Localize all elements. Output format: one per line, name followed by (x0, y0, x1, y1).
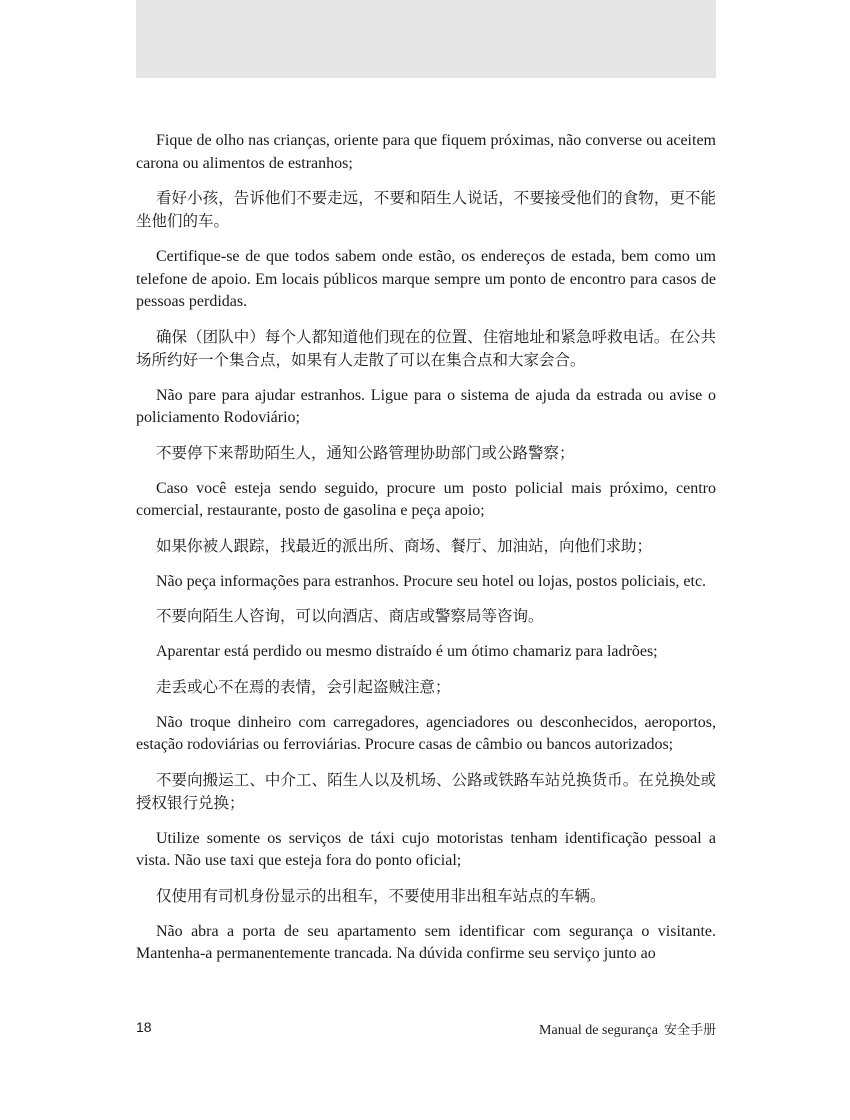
paragraph-pt: Não troque dinheiro com carregadores, agenciadores ou desconhecidos, aeroportos, estação rodoviárias ou ferroviárias. Procure casas de câmbio ou bancos autorizados; (136, 713, 716, 753)
paragraph-pt: Aparentar está perdido ou mesmo distraído é um ótimo chamariz para ladrões; (156, 643, 658, 660)
header-band (136, 0, 716, 78)
paragraph-zh: 看好小孩，告诉他们不要走远，不要和陌生人说话，不要接受他们的食物，更不能坐他们的车。 (136, 189, 716, 230)
paragraph-pt: Não peça informações para estranhos. Procure seu hotel ou lojas, postos policiais, etc. (156, 572, 707, 590)
document-body (136, 130, 716, 978)
paragraph-zh: 不要向陌生人咨询，可以向酒店、商店或警察局等咨询。 (156, 607, 544, 625)
paragraph-pt: Não pare para ajudar estranhos. Ligue para o sistema de ajuda da estrada ou avise o policiamento Rodoviário; (136, 386, 716, 426)
paragraph-zh: 仅使用有司机身份显示的出租车，不要使用非出租车站点的车辆。 (156, 886, 606, 905)
paragraph-pt: Fique de olho nas crianças, oriente para que fiquem próximas, não converse ou aceitem carona ou alimentos de estranhos; (136, 132, 716, 172)
paragraph-zh: 走丢或心不在焉的表情，会引起盗贼注意； (156, 677, 451, 696)
running-title (539, 1019, 716, 1039)
paragraph-zh: 不要停下来帮助陌生人，通知公路管理协助部门或公路警察； (156, 443, 575, 462)
paragraph-pt: Certifique-se de que todos sabem onde estão, os endereços de estada, bem como um telefone de apoio. Em locais públicos marque sempre um ponto de encontro para casos de pessoas perdidas. (136, 248, 716, 310)
paragraph-zh: 确保（团队中）每个人都知道他们现在的位置、住宿地址和紧急呼救电话。在公共场所约好一个集合点，如果有人走散了可以在集合点和大家会合。 (136, 327, 716, 369)
paragraph-pt: Não abra a porta de seu apartamento sem identificar com segurança o visitante. Mantenha-a permanentemente trancada. Na dúvida confirme seu serviço junto ao (136, 922, 716, 962)
paragraph-pt: Utilize somente os serviços de táxi cujo motoristas tenham identificação pessoal a vista. Não use taxi que esteja fora do ponto oficial; (136, 829, 716, 869)
running-title-pt: Manual de segurança (539, 1023, 658, 1038)
paragraph-pt: Caso você esteja sendo seguido, procure um posto policial mais próximo, centro comercial, restaurante, posto de gasolina e peça apoio; (136, 479, 716, 519)
page-number: 18 (136, 1019, 152, 1035)
page-footer (136, 1019, 716, 1041)
paragraph-zh: 不要向搬运工、中介工、陌生人以及机场、公路或铁路车站兑换货币。在兑换处或授权银行兑换； (136, 770, 716, 812)
paragraph-zh: 如果你被人跟踪，找最近的派出所、商场、餐厅、加油站，向他们求助； (156, 536, 653, 555)
running-title-zh: 安全手册 (663, 1023, 716, 1038)
